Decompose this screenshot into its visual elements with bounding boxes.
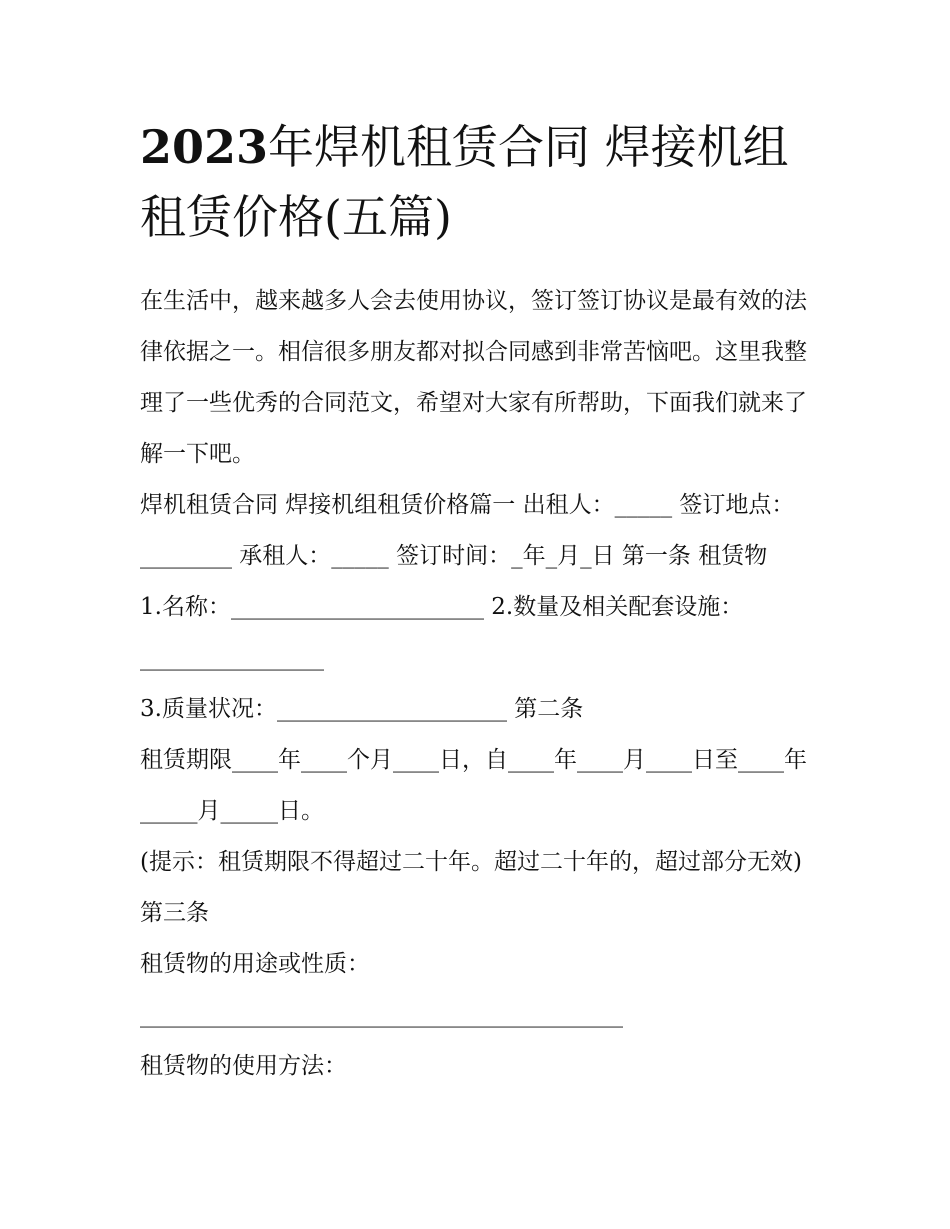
usage-purpose-paragraph: 租赁物的用途或性质：__________________________________________ [140,951,623,1028]
document-title [140,112,820,252]
lease-term-paragraph: 租赁期限____年____个月____日，自____年____月____日至____年_____月_____日。 [140,747,807,824]
contract-header-paragraph: 焊机租赁合同 焊接机组租赁价格篇一 出租人：_____ 签订地点：________ 承租人：_____ 签订时间：_年_月_日 第一条 租赁物 [140,492,795,569]
quality-status-paragraph: 3.质量状况：____________________ 第二条 [140,696,584,722]
title-text: 年焊机租赁合同 焊接机组租赁价格(五篇) [140,120,789,244]
usage-method-paragraph: 租赁物的使用方法： [140,1053,347,1079]
title-year: 2023 [140,120,269,174]
item-name-quantity-paragraph: 1.名称：______________________ 2.数量及相关配套设施：________________ [140,594,744,671]
intro-paragraph: 在生活中，越来越多人会去使用协议，签订签订协议是最有效的法律依据之一。相信很多朋友都对拟合同感到非常苦恼吧。这里我整理了一些优秀的合同范文，希望对大家有所帮助，下面我们就来了解一下吧。 [140,288,807,467]
document-body [140,276,820,1092]
lease-term-note-paragraph: (提示：租赁期限不得超过二十年。超过二十年的，超过部分无效) 第三条 [140,849,802,926]
